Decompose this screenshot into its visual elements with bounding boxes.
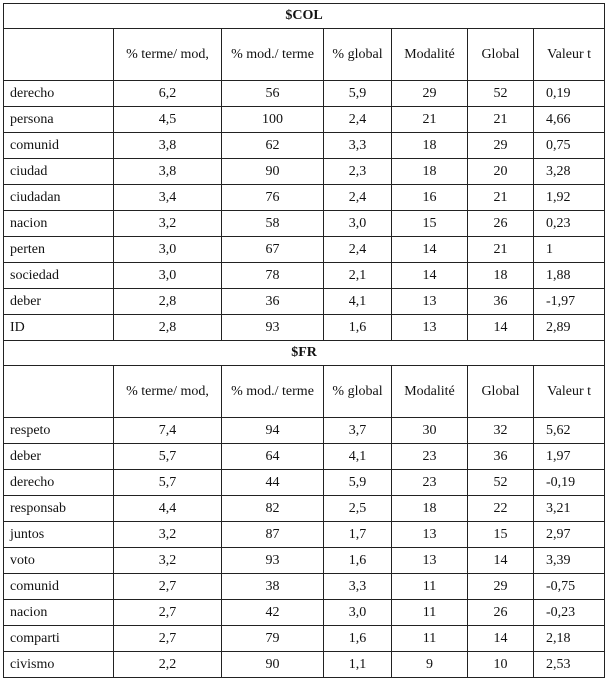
value-cell: 1,6 xyxy=(324,315,392,341)
value-cell: 2,18 xyxy=(534,626,605,652)
value-cell: 14 xyxy=(468,626,534,652)
section-title: $FR xyxy=(4,341,605,366)
table-row xyxy=(4,81,605,107)
term-cell: deber xyxy=(4,444,114,470)
value-cell: 3,21 xyxy=(534,496,605,522)
table-row xyxy=(4,133,605,159)
value-cell: 1,6 xyxy=(324,626,392,652)
column-header: % terme/ mod, xyxy=(114,366,222,418)
value-cell: 2,8 xyxy=(114,289,222,315)
value-cell: 18 xyxy=(392,496,468,522)
value-cell: 2,5 xyxy=(324,496,392,522)
value-cell: 93 xyxy=(222,548,324,574)
value-cell: 78 xyxy=(222,263,324,289)
value-cell: 18 xyxy=(468,263,534,289)
term-cell: persona xyxy=(4,107,114,133)
value-cell: 100 xyxy=(222,107,324,133)
value-cell: 29 xyxy=(468,574,534,600)
value-cell: 90 xyxy=(222,159,324,185)
term-cell: derecho xyxy=(4,81,114,107)
value-cell: 2,4 xyxy=(324,185,392,211)
value-cell: 4,1 xyxy=(324,444,392,470)
value-cell: 26 xyxy=(468,211,534,237)
value-cell: -0,75 xyxy=(534,574,605,600)
table-row xyxy=(4,574,605,600)
table-row xyxy=(4,289,605,315)
value-cell: 5,62 xyxy=(534,418,605,444)
value-cell: 2,1 xyxy=(324,263,392,289)
value-cell: 62 xyxy=(222,133,324,159)
value-cell: 1,88 xyxy=(534,263,605,289)
value-cell: 3,28 xyxy=(534,159,605,185)
column-header: Valeur t xyxy=(534,366,605,418)
value-cell: 13 xyxy=(392,315,468,341)
term-cell: comunid xyxy=(4,133,114,159)
term-cell: nacion xyxy=(4,600,114,626)
value-cell: 1 xyxy=(534,237,605,263)
value-cell: 76 xyxy=(222,185,324,211)
value-cell: 90 xyxy=(222,652,324,678)
value-cell: 3,2 xyxy=(114,522,222,548)
value-cell: 44 xyxy=(222,470,324,496)
value-cell: 36 xyxy=(468,444,534,470)
value-cell: 11 xyxy=(392,626,468,652)
section-title: $COL xyxy=(4,4,605,29)
value-cell: 23 xyxy=(392,470,468,496)
value-cell: 67 xyxy=(222,237,324,263)
table-row xyxy=(4,470,605,496)
table-row xyxy=(4,522,605,548)
column-header xyxy=(4,29,114,81)
value-cell: 29 xyxy=(392,81,468,107)
term-cell: nacion xyxy=(4,211,114,237)
value-cell: 14 xyxy=(392,263,468,289)
table-container xyxy=(3,3,605,678)
value-cell: 2,7 xyxy=(114,574,222,600)
value-cell: 0,75 xyxy=(534,133,605,159)
value-cell: 4,66 xyxy=(534,107,605,133)
column-header: % mod./ terme xyxy=(222,366,324,418)
value-cell: 3,8 xyxy=(114,133,222,159)
value-cell: 3,0 xyxy=(324,211,392,237)
value-cell: 2,53 xyxy=(534,652,605,678)
value-cell: 2,7 xyxy=(114,600,222,626)
term-cell: perten xyxy=(4,237,114,263)
table-row xyxy=(4,418,605,444)
value-cell: 79 xyxy=(222,626,324,652)
value-cell: 11 xyxy=(392,600,468,626)
term-cell: comunid xyxy=(4,574,114,600)
value-cell: 5,9 xyxy=(324,81,392,107)
value-cell: 5,7 xyxy=(114,444,222,470)
value-cell: 5,7 xyxy=(114,470,222,496)
term-cell: respeto xyxy=(4,418,114,444)
value-cell: 2,8 xyxy=(114,315,222,341)
value-cell: 3,0 xyxy=(114,263,222,289)
column-header: Modalité xyxy=(392,29,468,81)
table-row xyxy=(4,626,605,652)
term-cell: sociedad xyxy=(4,263,114,289)
value-cell: 1,97 xyxy=(534,444,605,470)
column-header-row xyxy=(4,366,605,418)
value-cell: 21 xyxy=(392,107,468,133)
value-cell: 20 xyxy=(468,159,534,185)
value-cell: 2,89 xyxy=(534,315,605,341)
column-header: % global xyxy=(324,29,392,81)
value-cell: 3,2 xyxy=(114,211,222,237)
value-cell: 16 xyxy=(392,185,468,211)
value-cell: 2,2 xyxy=(114,652,222,678)
term-cell: civismo xyxy=(4,652,114,678)
value-cell: 94 xyxy=(222,418,324,444)
value-cell: 13 xyxy=(392,289,468,315)
table-row xyxy=(4,548,605,574)
value-cell: 15 xyxy=(468,522,534,548)
value-cell: 2,3 xyxy=(324,159,392,185)
value-cell: 10 xyxy=(468,652,534,678)
column-header: Global xyxy=(468,366,534,418)
column-header xyxy=(4,366,114,418)
column-header: % mod./ terme xyxy=(222,29,324,81)
value-cell: -1,97 xyxy=(534,289,605,315)
value-cell: 30 xyxy=(392,418,468,444)
term-cell: ID xyxy=(4,315,114,341)
value-cell: 0,23 xyxy=(534,211,605,237)
value-cell: 21 xyxy=(468,107,534,133)
section-title-row xyxy=(4,341,605,366)
value-cell: 2,7 xyxy=(114,626,222,652)
value-cell: 1,1 xyxy=(324,652,392,678)
value-cell: 93 xyxy=(222,315,324,341)
value-cell: 4,5 xyxy=(114,107,222,133)
table-row xyxy=(4,496,605,522)
value-cell: 14 xyxy=(392,237,468,263)
value-cell: 29 xyxy=(468,133,534,159)
column-header: Valeur t xyxy=(534,29,605,81)
value-cell: 2,4 xyxy=(324,237,392,263)
value-cell: -0,19 xyxy=(534,470,605,496)
value-cell: 52 xyxy=(468,81,534,107)
value-cell: 14 xyxy=(468,315,534,341)
value-cell: 22 xyxy=(468,496,534,522)
value-cell: 7,4 xyxy=(114,418,222,444)
value-cell: 2,97 xyxy=(534,522,605,548)
value-cell: 3,3 xyxy=(324,133,392,159)
table-row xyxy=(4,600,605,626)
value-cell: 36 xyxy=(468,289,534,315)
value-cell: 82 xyxy=(222,496,324,522)
value-cell: 87 xyxy=(222,522,324,548)
value-cell: 3,2 xyxy=(114,548,222,574)
value-cell: 18 xyxy=(392,133,468,159)
value-cell: -0,23 xyxy=(534,600,605,626)
value-cell: 56 xyxy=(222,81,324,107)
term-cell: deber xyxy=(4,289,114,315)
term-cell: ciudadan xyxy=(4,185,114,211)
value-cell: 3,4 xyxy=(114,185,222,211)
term-cell: ciudad xyxy=(4,159,114,185)
table-row xyxy=(4,211,605,237)
value-cell: 3,3 xyxy=(324,574,392,600)
value-cell: 52 xyxy=(468,470,534,496)
value-cell: 1,92 xyxy=(534,185,605,211)
value-cell: 3,39 xyxy=(534,548,605,574)
table-row xyxy=(4,652,605,678)
value-cell: 5,9 xyxy=(324,470,392,496)
column-header: Global xyxy=(468,29,534,81)
column-header: % global xyxy=(324,366,392,418)
table-row xyxy=(4,159,605,185)
table-row xyxy=(4,107,605,133)
value-cell: 4,1 xyxy=(324,289,392,315)
value-cell: 3,8 xyxy=(114,159,222,185)
term-cell: derecho xyxy=(4,470,114,496)
term-cell: comparti xyxy=(4,626,114,652)
data-table xyxy=(3,3,605,678)
table-row xyxy=(4,237,605,263)
value-cell: 13 xyxy=(392,548,468,574)
value-cell: 3,7 xyxy=(324,418,392,444)
value-cell: 13 xyxy=(392,522,468,548)
value-cell: 14 xyxy=(468,548,534,574)
column-header: Modalité xyxy=(392,366,468,418)
value-cell: 4,4 xyxy=(114,496,222,522)
value-cell: 64 xyxy=(222,444,324,470)
value-cell: 23 xyxy=(392,444,468,470)
term-cell: juntos xyxy=(4,522,114,548)
value-cell: 3,0 xyxy=(114,237,222,263)
value-cell: 2,4 xyxy=(324,107,392,133)
value-cell: 0,19 xyxy=(534,81,605,107)
value-cell: 18 xyxy=(392,159,468,185)
value-cell: 3,0 xyxy=(324,600,392,626)
value-cell: 1,7 xyxy=(324,522,392,548)
value-cell: 15 xyxy=(392,211,468,237)
table-row xyxy=(4,444,605,470)
table-row xyxy=(4,315,605,341)
table-row xyxy=(4,185,605,211)
value-cell: 21 xyxy=(468,237,534,263)
value-cell: 1,6 xyxy=(324,548,392,574)
table-row xyxy=(4,263,605,289)
section-title-row xyxy=(4,4,605,29)
value-cell: 42 xyxy=(222,600,324,626)
value-cell: 11 xyxy=(392,574,468,600)
value-cell: 32 xyxy=(468,418,534,444)
value-cell: 21 xyxy=(468,185,534,211)
term-cell: voto xyxy=(4,548,114,574)
column-header-row xyxy=(4,29,605,81)
value-cell: 9 xyxy=(392,652,468,678)
column-header: % terme/ mod, xyxy=(114,29,222,81)
term-cell: responsab xyxy=(4,496,114,522)
value-cell: 36 xyxy=(222,289,324,315)
value-cell: 6,2 xyxy=(114,81,222,107)
value-cell: 38 xyxy=(222,574,324,600)
value-cell: 26 xyxy=(468,600,534,626)
value-cell: 58 xyxy=(222,211,324,237)
